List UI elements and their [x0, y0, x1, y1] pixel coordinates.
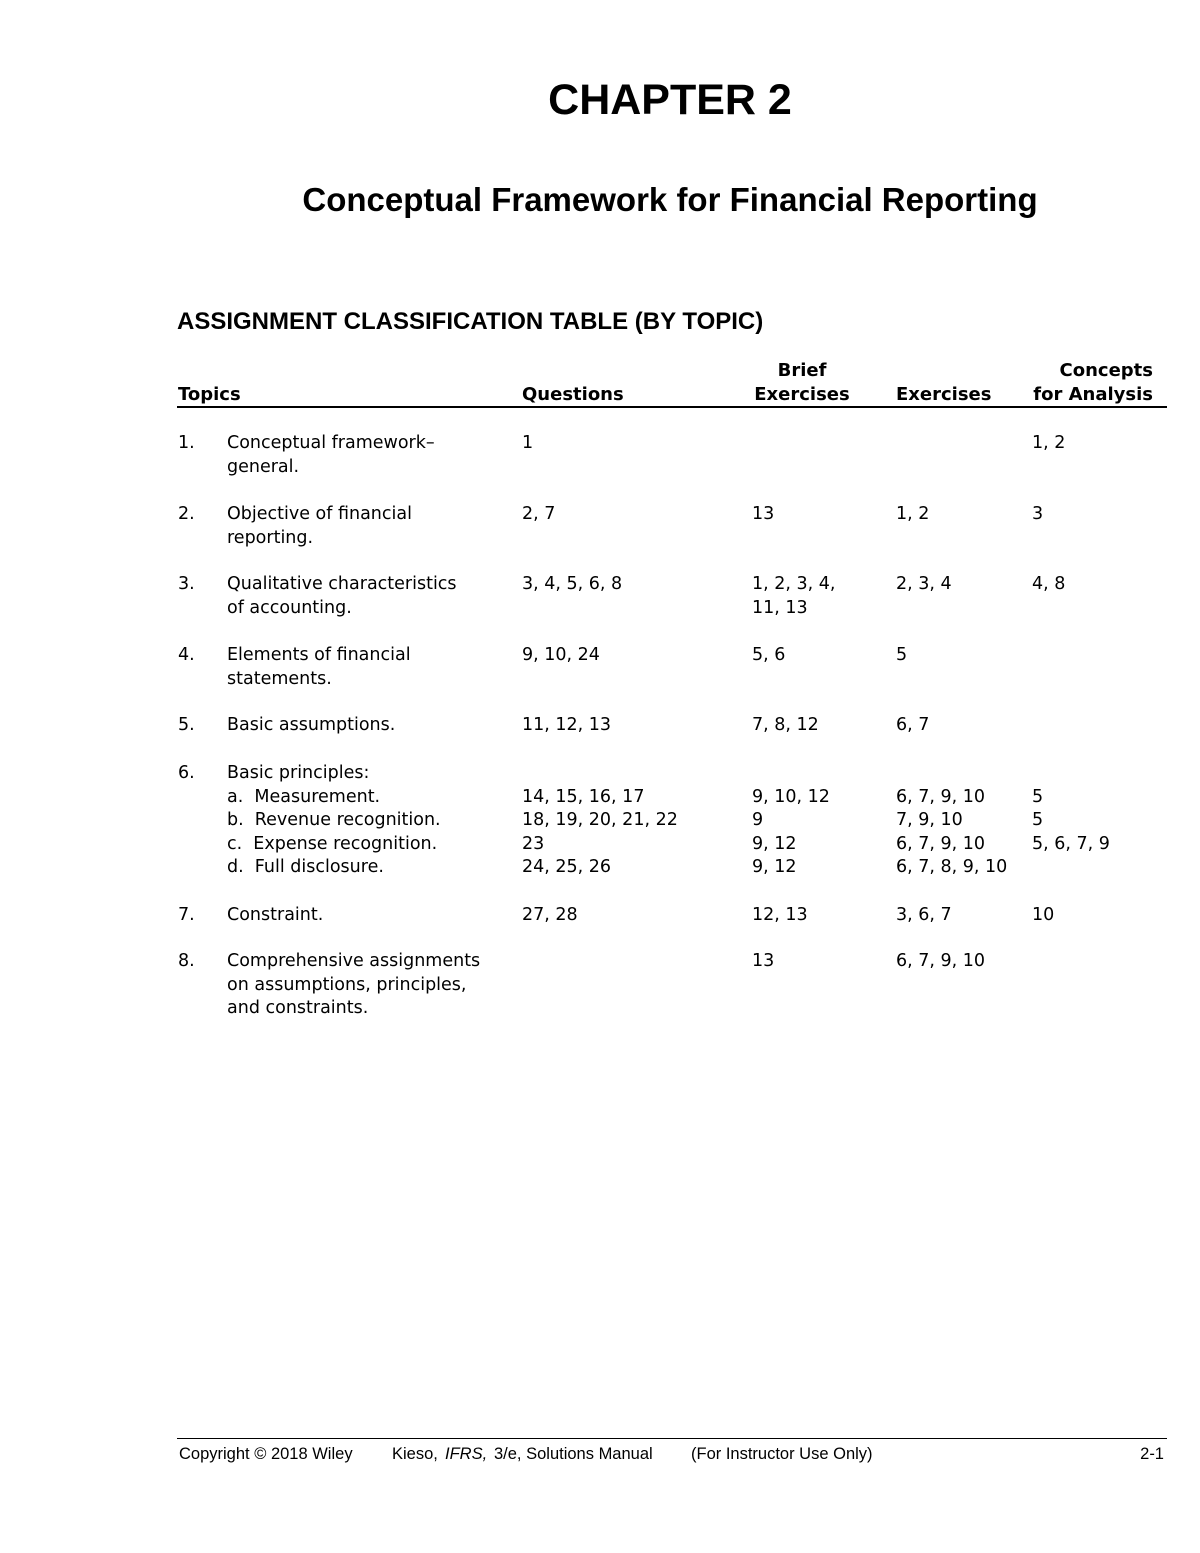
column-header-concepts	[1032, 359, 1153, 407]
row-topic: Conceptual framework– general.	[227, 433, 435, 477]
row-concepts: 1, 2	[1032, 433, 1066, 453]
row-number: 4.	[178, 645, 195, 665]
column-header-topics	[178, 383, 241, 407]
row-exercises: 6, 7, 9, 10 7, 9, 10 6, 7, 9, 10 6, 7, 8, 9, 10	[896, 786, 1008, 877]
column-header-exercises-line: Exercises	[896, 384, 992, 405]
row-topic: Basic principles: a. Measurement. b. Revenue recognition. c. Expense recognition. d. Full disclosure.	[227, 763, 441, 877]
footer-author: Kieso,	[392, 1445, 438, 1463]
footer-rule	[177, 1438, 1167, 1439]
row-exercises: 5	[896, 645, 908, 665]
row-brief-exercises: 1, 2, 3, 4, 11, 13	[752, 574, 836, 618]
row-number: 6.	[178, 763, 195, 783]
column-header-topics-line: Topics	[178, 384, 241, 405]
row-concepts: 10	[1032, 905, 1055, 925]
row-number: 2.	[178, 504, 195, 524]
column-header-questions	[522, 383, 624, 407]
row-exercises: 2, 3, 4	[896, 574, 952, 594]
column-header-concepts-line-1: Concepts	[1059, 360, 1153, 381]
row-topic: Objective of financial reporting.	[227, 504, 412, 548]
row-concepts: 3	[1032, 504, 1044, 524]
footer-book: IFRS,	[445, 1445, 488, 1463]
row-exercises: 6, 7	[896, 715, 930, 735]
row-number: 1.	[178, 433, 195, 453]
row-brief-exercises: 12, 13	[752, 905, 808, 925]
row-concepts: 4, 8	[1032, 574, 1066, 594]
row-topic: Constraint.	[227, 905, 324, 925]
row-questions: 9, 10, 24	[522, 645, 600, 665]
row-number: 7.	[178, 905, 195, 925]
row-questions: 2, 7	[522, 504, 556, 524]
row-topic: Comprehensive assignments on assumptions, principles, and constraints.	[227, 951, 481, 1018]
column-header-brief-line-1: Brief	[777, 360, 827, 381]
column-header-brief-line-2: Exercises	[754, 384, 850, 405]
row-exercises: 1, 2	[896, 504, 930, 524]
row-topic: Qualitative characteristics of accounting.	[227, 574, 457, 618]
row-brief-exercises: 13	[752, 951, 775, 971]
row-questions: 14, 15, 16, 17 18, 19, 20, 21, 22 23 24, 25, 26	[522, 786, 678, 877]
row-questions: 27, 28	[522, 905, 578, 925]
footer-copyright: Copyright © 2018 Wiley	[179, 1445, 353, 1463]
row-exercises: 3, 6, 7	[896, 905, 952, 925]
row-number: 8.	[178, 951, 195, 971]
row-questions: 1	[522, 433, 534, 453]
row-brief-exercises: 5, 6	[752, 645, 786, 665]
row-questions: 3, 4, 5, 6, 8	[522, 574, 623, 594]
row-brief-exercises: 9, 10, 12 9 9, 12 9, 12	[752, 786, 830, 877]
row-number: 3.	[178, 574, 195, 594]
chapter-title: CHAPTER 2	[548, 76, 792, 124]
column-header-questions-line: Questions	[522, 384, 624, 405]
row-number: 5.	[178, 715, 195, 735]
footer-edition: 3/e, Solutions Manual	[494, 1445, 653, 1463]
table-heading: ASSIGNMENT CLASSIFICATION TABLE (BY TOPIC)	[177, 308, 764, 335]
row-concepts: 5 5 5, 6, 7, 9	[1032, 786, 1110, 854]
column-header-concepts-line-2: for Analysis	[1033, 384, 1153, 405]
column-header-exercises	[896, 383, 991, 407]
row-topic: Basic assumptions.	[227, 715, 396, 735]
header-rule	[177, 406, 1167, 408]
column-header-brief-exercises	[752, 359, 852, 407]
row-brief-exercises: 13	[752, 504, 775, 524]
row-exercises: 6, 7, 9, 10	[896, 951, 986, 971]
row-questions: 11, 12, 13	[522, 715, 612, 735]
footer-instructor-use: (For Instructor Use Only)	[691, 1445, 873, 1463]
chapter-subtitle: Conceptual Framework for Financial Reporting	[302, 181, 1038, 218]
row-brief-exercises: 7, 8, 12	[752, 715, 819, 735]
footer-page-number: 2-1	[1140, 1445, 1164, 1463]
row-topic: Elements of financial statements.	[227, 645, 411, 689]
